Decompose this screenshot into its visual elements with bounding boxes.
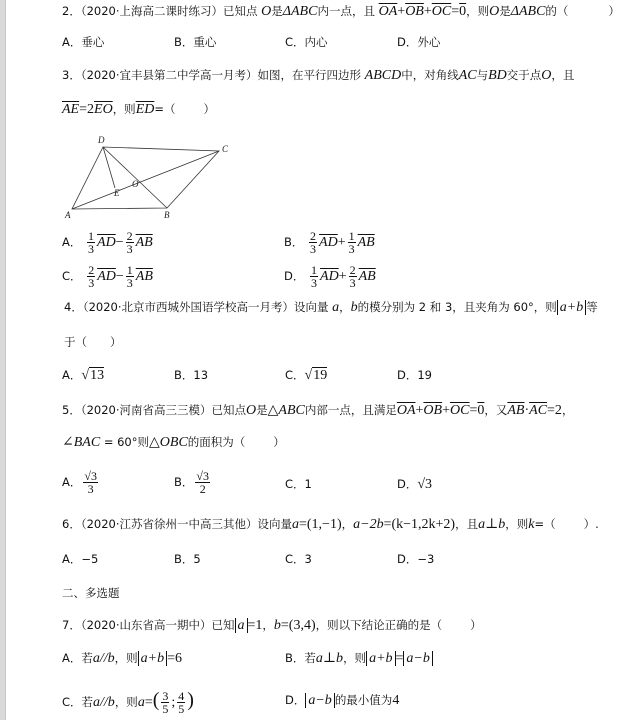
math-var: ABCD [364,68,402,83]
numerator: 1 [311,263,318,277]
option-d[interactable] [397,367,432,383]
vector-ed: $\overline{ED}$ [135,102,155,117]
perpendicular-expr: a⊥b [315,651,344,666]
option-label: A． [62,475,82,489]
fraction [309,230,317,255]
numerator: 1 [348,229,355,243]
option-a[interactable] [62,367,104,384]
stem-text: 是 [499,4,511,18]
parallel-expr: a//b [92,651,115,666]
vector-b: b [273,618,281,633]
fraction [348,230,356,255]
question-source: （2020·北京市西城外国语学校高一月考） [82,300,294,314]
option-label: C． [62,269,82,283]
vector: $\overline{AB}$ [135,235,153,250]
magnitude-a-plus-b: a+b [557,300,586,315]
option-text: 1 [304,477,312,491]
question-4-stem-line2 [64,334,122,350]
vector: $\overline{AD}$ [97,235,116,250]
vector: $\overline{AD}$ [320,269,339,284]
sqrt-expression: √13 [81,368,105,383]
stem-text: 内一点，且 [317,4,375,18]
numerator: 2 [349,263,356,277]
question-5-stem: 5．（2020·河南省高三三模）已知点O是△ABC内部一点，且满足$\overline{OA}+\overline{OB}+\overline{OC}=0$，又$\overline{AB}\cdot\overline{AC}=2$， [62,403,574,418]
math-expr: =6 [167,651,183,666]
option-c[interactable] [285,367,327,384]
option-b[interactable] [285,650,433,667]
question-source: （2020·河南省高三三模） [80,403,212,417]
stem-text: ，又 [484,403,508,417]
option-c[interactable] [285,476,312,492]
section-header [62,585,120,601]
question-3-stem: 3．（2020·宜丰县第二中学高一月考）如图，在平行四边形 ABCD中，对角线AC与BD交于点O，且 [62,68,575,83]
math-var: O [261,4,272,19]
option-label: C． [62,695,82,709]
math-expr: =1 [247,618,263,633]
option-label: D． [397,477,418,491]
math-op: =2 [547,403,562,418]
label-e: E [114,188,120,198]
math-op: = [469,403,478,418]
question-7-stem: 7．（2020·山东省高一期中）已知 a =1，b=(3,4)，则以下结论正确的是（ ） [62,618,482,633]
math-op: = [395,651,404,666]
option-label: C． [285,368,305,382]
math-var: O [489,4,500,19]
option-text: 若 [81,651,93,665]
question-2-stem: 2．（2020·上海高二课时练习）已知点 O是ΔABC内一点，且 $\overline{OA}+\overline{OB}+\overline{OC}=0$，则O是ΔABC的（ ） [62,4,620,19]
denominator: 3 [88,242,95,256]
question-number: 7 [62,618,70,632]
stem-text: 是 [256,403,268,417]
stem-text: 内部一点，且满足 [304,403,397,417]
denominator: 3 [348,242,355,256]
math-op: · [524,403,530,418]
denominator: 3 [311,276,318,290]
math-op: + [415,403,424,418]
stem-text: 的（ [545,4,569,18]
vector-oa: $\overline{OA}$ [378,4,398,19]
perpendicular-expr: a⊥b [478,517,506,532]
question-number: 4 [64,300,72,314]
math-expr: =(1,−1) [299,517,342,532]
denominator: 3 [126,276,133,290]
stem-text: = 60°则 [100,435,150,449]
option-label: C． [285,552,305,566]
option-text: 5 [193,552,201,566]
option-label: B． [174,552,194,566]
sqrt-expression: √19 [304,368,328,383]
vector-ab: $\overline{AB}$ [507,403,525,418]
vector-a: a [332,300,340,315]
option-d[interactable] [397,476,432,493]
option-b[interactable] [174,34,216,50]
fraction [83,470,98,495]
option-c[interactable] [62,264,153,289]
option-label: B． [174,475,194,489]
fraction [177,690,185,715]
math-op: + [397,4,406,19]
fraction [161,690,169,715]
math-triangle: ΔABC [510,4,546,19]
stem-text: 中，对角线 [401,68,459,82]
option-d[interactable] [397,551,434,567]
stem-text: 已知 [211,618,235,632]
option-text: −3 [417,552,435,566]
denominator: 3 [88,276,95,290]
vector: $\overline{AD}$ [319,235,338,250]
option-c[interactable] [285,34,328,50]
vector-expr: a−2b [353,517,384,532]
label-b: B [164,210,170,220]
stem-text: 已知点 [211,403,246,417]
option-b[interactable] [174,470,212,495]
option-a[interactable] [62,551,98,567]
option-label: B． [174,368,194,382]
option-a[interactable] [62,470,100,495]
fraction [349,264,357,289]
vector: $\overline{AB}$ [358,269,376,284]
fraction [310,264,318,289]
option-text: 13 [193,368,209,382]
vector: $\overline{AB}$ [135,269,153,284]
stem-text: =（ [154,102,176,116]
parallelogram-figure [60,130,229,220]
stem-text: ） [273,435,285,449]
math-var: O [541,68,552,83]
math-var: O [246,403,257,418]
stem-text: ，且 [551,68,575,82]
option-c[interactable] [62,690,194,715]
option-d[interactable] [397,34,440,50]
stem-text: ， [561,403,574,417]
option-label: A． [62,552,82,566]
option-text: 垂心 [81,35,105,49]
math-op: =2 [79,102,95,117]
vector-ob: $\overline{OB}$ [423,403,443,418]
stem-text: ） [470,618,482,632]
stem-text: ，且 [455,517,479,531]
zero-vector: 0 [459,4,467,19]
denominator: 3 [126,242,133,256]
stem-text: ） [203,102,215,116]
paren-close: ) [187,689,194,711]
question-number: 5 [62,403,70,417]
question-number: 3 [62,68,70,82]
section-title: 二、多选题 [62,586,120,600]
question-number: 2 [62,4,70,18]
option-text: ，则 [343,651,367,665]
option-text: ，则 [114,695,138,709]
question-3-stem-line2 [62,101,215,118]
question-5-stem-line2 [62,434,285,451]
option-label: D． [397,552,418,566]
magnitude-a: a [235,618,248,633]
math-op: − [115,269,124,284]
numerator: 4 [178,689,185,703]
option-label: A． [62,35,82,49]
radicand: 19 [313,368,328,383]
option-label: A． [62,368,82,382]
stem-text: 的面积为（ [187,435,246,449]
option-label: A． [62,651,82,665]
option-label: B． [284,235,304,249]
vector: $\overline{AB}$ [357,235,375,250]
numerator: 2 [126,229,133,243]
stem-text: ，则以下结论正确的是（ [315,618,443,632]
vector-ac: $\overline{AC}$ [529,403,548,418]
option-label: D． [397,35,418,49]
vector-oc: $\overline{OC}$ [431,4,452,19]
stem-text: 设向量 [294,300,329,314]
denominator: 3 [310,242,317,256]
math-op: = [451,4,460,19]
option-d[interactable] [285,692,399,709]
option-label: D． [285,693,306,707]
option-text: 若 [81,695,94,709]
stem-text: ，则 [505,517,529,531]
option-label: C． [285,477,305,491]
stem-text: ， [262,618,274,632]
option-text: 外心 [417,35,441,49]
option-label: D． [284,269,305,283]
math-triangle: △OBC [149,435,188,450]
zero-vector: 0 [477,403,485,418]
fraction [126,264,134,289]
stem-text: ）. [583,517,599,531]
math-triangle: ΔABC [282,4,318,19]
stem-text: 等 [586,300,598,314]
math-op: − [115,235,124,250]
math-op: + [337,235,346,250]
denominator: 3 [349,276,356,290]
numerator: 2 [88,263,95,277]
option-text: 3 [304,552,312,566]
label-o: O [132,179,139,189]
option-a[interactable] [62,34,104,50]
option-c[interactable] [285,551,312,567]
math-value: 4 [392,693,400,708]
fraction [126,230,134,255]
math-var: k [528,517,535,532]
vector-oa: $\overline{OA}$ [396,403,416,418]
numerator: 1 [126,263,133,277]
fraction [87,230,95,255]
stem-text: =（ [534,517,556,531]
math-op: + [423,4,432,19]
numerator: √3 [84,469,97,483]
stem-text: 交于点 [506,68,542,82]
parallel-expr: a//b [93,695,115,710]
option-b[interactable] [284,230,375,255]
stem-text: ，则 [112,102,136,116]
magnitude-expr: a+b [366,651,395,666]
question-source: （2020·江苏省徐州一中高三其他） [80,517,258,531]
option-text: 重心 [193,35,217,49]
numerator: 1 [88,229,95,243]
stem-text: ， [341,517,354,531]
vector-a: a [137,695,145,710]
question-6-stem: 6．（2020·江苏省徐州一中高三其他）设向量a=(1,−1)，a−2b=(k−1,2k+2)，且a⊥b，则k=（ ）. [62,517,599,532]
denominator: 5 [178,702,185,716]
math-expr: =(3,4) [280,618,316,633]
denominator: 5 [162,702,169,716]
magnitude-expr: a+b [138,651,167,666]
option-text: √3 [417,477,433,492]
fraction [195,470,210,495]
label-c: C [222,144,229,154]
option-label: D． [397,368,418,382]
question-4-stem: 4．（2020·北京市西城外国语学校高一月考）设向量 a，b的模分别为 2 和 3，且夹角为 60°，则 a+b 等 [64,300,598,315]
option-text: 的最小值为 [334,693,393,707]
math-op: + [442,403,450,418]
denominator: 3 [87,482,94,496]
stem-text: 于（ ） [64,335,122,349]
math-op: + [338,269,347,284]
angle-bac: ∠BAC [62,435,101,450]
question-source: （2020·山东省高一期中） [80,618,212,632]
stem-text: ） [608,4,620,18]
stem-text: 是 [271,4,283,18]
option-text: ，则 [114,651,138,665]
denominator: 2 [199,482,206,496]
option-text: −5 [81,552,99,566]
question-number: 6 [62,517,70,531]
option-b[interactable] [174,551,201,567]
math-var: AC [458,68,477,83]
option-a[interactable] [62,650,182,667]
option-b[interactable] [174,367,208,383]
stem-text: 的模分别为 2 和 3，且夹角为 60°，则 [357,300,557,314]
question-source: （2020·宜丰县第二中学高一月考） [80,68,258,82]
parallelogram-diagram [60,130,229,220]
vector-ob: $\overline{OB}$ [405,4,424,19]
stem-text: 与 [476,68,489,82]
separator: ; [171,695,176,710]
stem-text: 已知点 [223,4,258,18]
vector-b: b [350,300,358,315]
vector: $\overline{AD}$ [97,269,116,284]
option-text: 19 [417,368,432,382]
math-expr: =(k−1,2k+2) [383,517,456,532]
option-label: A． [62,235,82,249]
vector-eo: $\overline{EO}$ [94,102,113,117]
stem-text: 设向量 [257,517,292,531]
option-text: 若 [304,651,316,665]
vector-a: a [292,517,299,532]
option-label: B． [174,35,194,49]
numerator: 3 [162,689,169,703]
stem-text: 如图，在平行四边形 [257,68,361,82]
vector-ae: $\overline{AE}$ [62,102,80,117]
radicand: 13 [90,368,105,383]
math-var: BD [488,68,507,83]
label-a: A [65,210,71,220]
option-text: 内心 [304,35,328,49]
label-d: D [98,135,105,145]
fraction [87,264,95,289]
option-d[interactable] [284,264,376,289]
question-source: （2020·上海高二课时练习） [80,4,223,18]
option-label: B． [285,651,305,665]
option-label: C． [285,35,305,49]
numerator: √3 [196,469,209,483]
magnitude-expr: a−b [305,693,334,708]
numerator: 2 [310,229,317,243]
vector-oc: $\overline{OC}$ [450,403,470,418]
magnitude-expr: a−b [403,651,432,666]
paren-open: ( [152,689,160,711]
math-op: = [144,695,153,710]
stem-text: ，则 [466,4,490,18]
stem-text: ， [339,300,351,314]
math-triangle: △ABC [267,403,305,418]
option-a[interactable] [62,230,153,255]
